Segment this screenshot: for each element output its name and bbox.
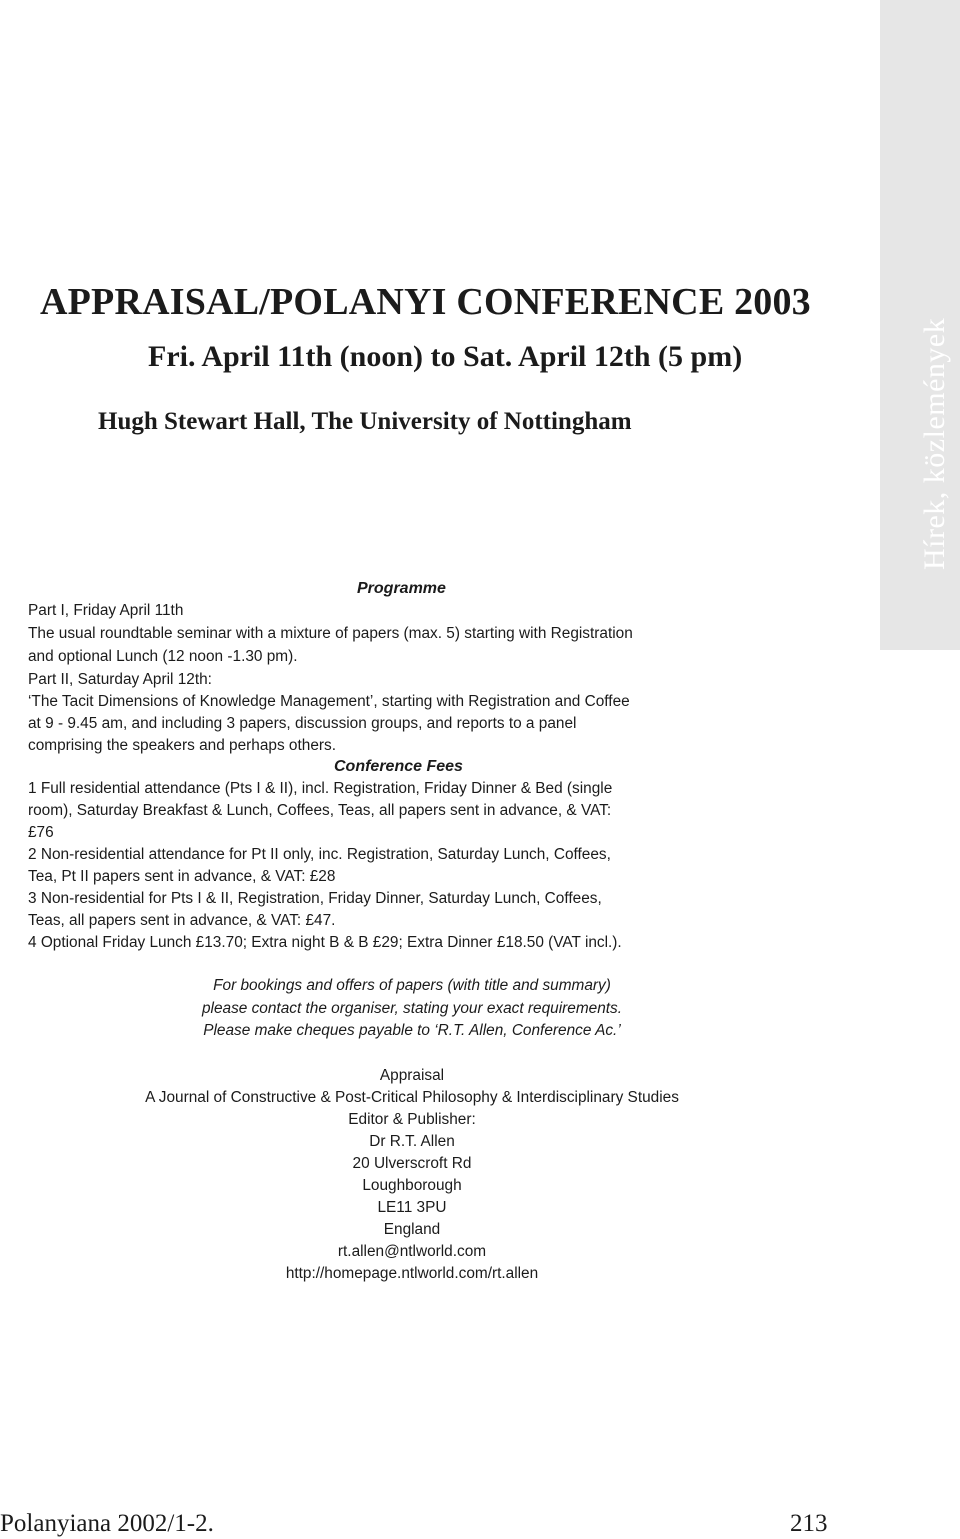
conference-notice [22, 270, 882, 1290]
fee-line: 1 Full residential attendance (Pts I & II), incl. Registration, Friday Dinner & Bed (single [28, 780, 613, 797]
programme-line: Part II, Saturday April 12th: [28, 671, 212, 688]
journal-footer: Polanyiana 2002/1-2. [0, 1510, 214, 1537]
fee-line: 3 Non-residential for Pts I & II, Registration, Friday Dinner, Saturday Lunch, Coffees, [28, 890, 602, 907]
programme-line: The usual roundtable seminar with a mixture of papers (max. 5) starting with Registration [28, 625, 633, 642]
editor-role: Editor & Publisher: [348, 1111, 476, 1128]
booking-line: Please make cheques payable to ‘R.T. Allen, Conference Ac.’ [203, 1022, 621, 1039]
booking-line: For bookings and offers of papers (with title and summary) [213, 977, 611, 994]
address-town: Loughborough [362, 1177, 462, 1194]
section-tab-label: Hírek, közlemények [918, 317, 951, 570]
booking-line: please contact the organiser, stating your exact requirements. [201, 1000, 623, 1017]
conference-venue: Hugh Stewart Hall, The University of Nottingham [98, 408, 632, 435]
editor-name: Dr R.T. Allen [369, 1133, 455, 1150]
address-street: 20 Ulverscroft Rd [352, 1155, 472, 1172]
fee-line: 2 Non-residential attendance for Pt II only, inc. Registration, Saturday Lunch, Coffees, [28, 846, 611, 863]
programme-line: comprising the speakers and perhaps others. [28, 737, 336, 754]
fee-line: Teas, all papers sent in advance, & VAT: £47. [28, 912, 336, 929]
fee-line: Tea, Pt II papers sent in advance, & VAT: £28 [28, 868, 336, 885]
fees-heading: Conference Fees [334, 758, 463, 775]
section-tab [880, 0, 960, 650]
programme-line: and optional Lunch (12 noon -1.30 pm). [28, 648, 298, 665]
conference-dates: Fri. April 11th (noon) to Sat. April 12th (5 pm) [148, 340, 743, 373]
programme-line: ‘The Tacit Dimensions of Knowledge Management’, starting with Registration and Coffee [28, 693, 630, 710]
fee-line: 4 Optional Friday Lunch £13.70; Extra night B & B £29; Extra Dinner £18.50 (VAT incl.). [28, 934, 622, 951]
contact-website: http://homepage.ntlworld.com/rt.allen [285, 1265, 539, 1282]
programme-line: Part I, Friday April 11th [28, 602, 184, 619]
programme-line: at 9 - 9.45 am, and including 3 papers, discussion groups, and reports to a panel [28, 715, 577, 732]
address-postcode: LE11 3PU [377, 1199, 447, 1216]
journal-subtitle: A Journal of Constructive & Post-Critical Philosophy & Interdisciplinary Studies [145, 1089, 679, 1106]
page-number: 213 [790, 1510, 828, 1537]
fee-line: room), Saturday Breakfast & Lunch, Coffees, Teas, all papers sent in advance, & VAT: [28, 802, 612, 819]
conference-title: APPRAISAL/POLANYI CONFERENCE 2003 [40, 281, 811, 323]
contact-email: rt.allen@ntlworld.com [337, 1243, 487, 1260]
programme-heading: Programme [357, 580, 446, 597]
fee-line: £76 [28, 824, 54, 841]
address-country: England [383, 1221, 441, 1238]
journal-name: Appraisal [379, 1067, 445, 1084]
